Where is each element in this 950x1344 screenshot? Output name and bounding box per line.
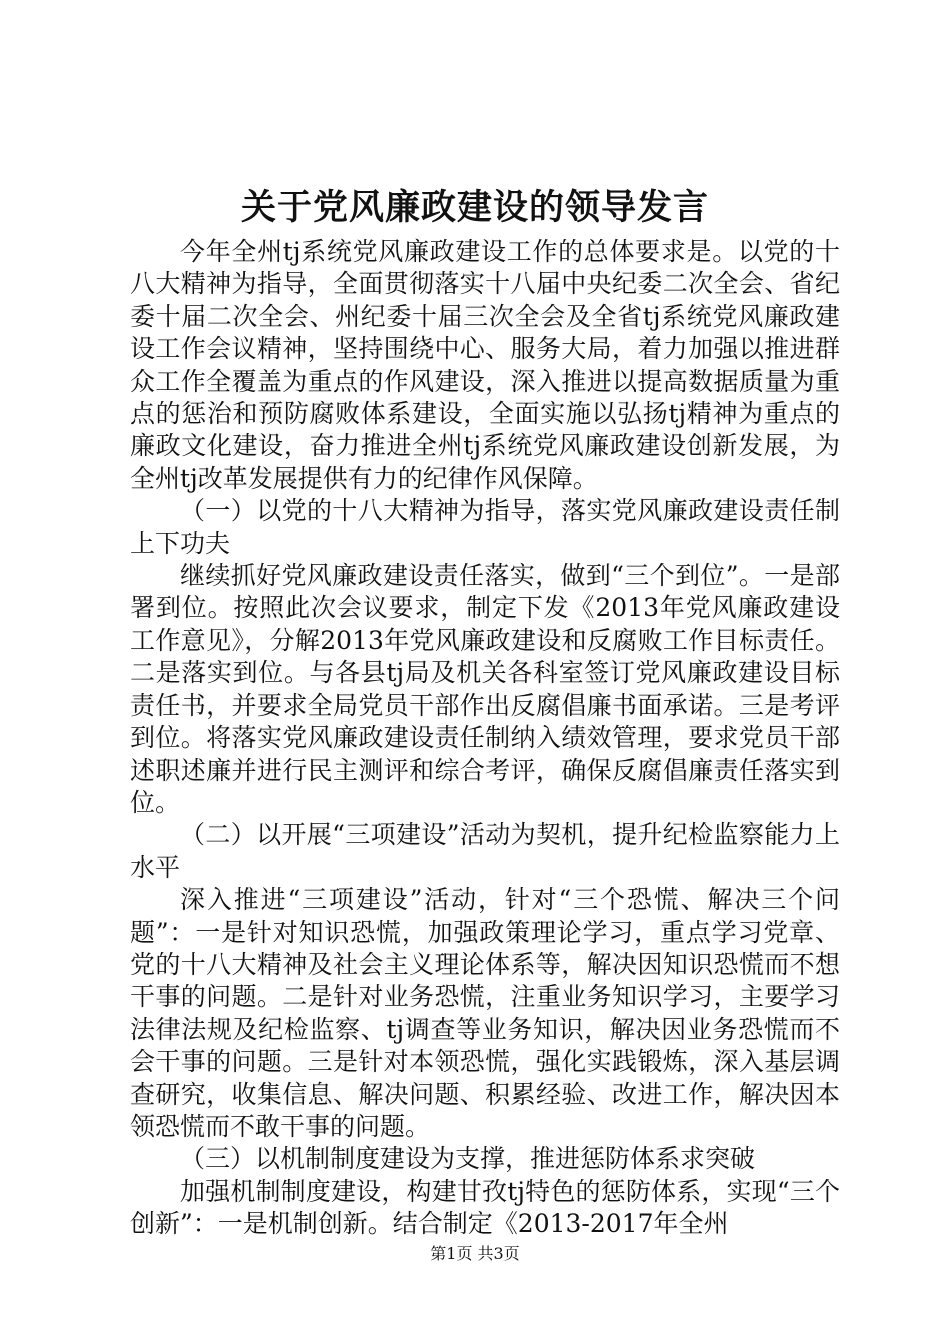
section-heading-3: （三）以机制制度建设为支撑，推进惩防体系求突破 <box>180 1144 756 1174</box>
paragraph-responsibility: 继续抓好党风廉政建设责任落实，做到“三个到位”。一是部署到位。按照此次会议要求，制定下发《2013年党风廉政建设工作意见》，分解2013年党风廉政建设和反腐败工作目标责任。二是落实到位。与各县tj局及机关各科室签订党风廉政建设目标责任书，并要求全局党员干部作出反腐倡廉书面承诺。三是考评到位。将落实党风廉政建设责任制纳入绩效管理，要求党员干部述职述廉并进行民主测评和综合考评，确保反腐倡廉责任落实到位。 <box>130 561 840 817</box>
section-heading-2: （二）以开展“三项建设”活动为契机，提升纪检监察能力上水平 <box>130 820 840 882</box>
paragraph-mechanism: 加强机制制度建设，构建甘孜tj特色的惩防体系，实现“三个创新”：一是机制创新。结合制定《2013-2017年全州 <box>130 1176 840 1239</box>
page-footer: 第1页 共3页 <box>430 1244 520 1263</box>
paragraph-three-constructions: 深入推进“三项建设”活动，针对“三个恐慌、解决三个问题”：一是针对知识恐慌，加强政策理论学习，重点学习党章、党的十八大精神及社会主义理论体系等，解决因知识恐慌而不想干事的问题。二是针对业务恐慌，注重业务知识学习，主要学习法律法规及纪检监察、tj调查等业务知识，解决因业务恐慌而不会干事的问题。三是针对本领恐慌，强化实践锻炼，深入基层调查研究，收集信息、解决问题、积累经验、改进工作，解决因本领恐慌而不敢干事的问题。 <box>130 885 840 1141</box>
section-heading-1: （一）以党的十八大精神为指导，落实党风廉政建设责任制上下功夫 <box>130 496 840 558</box>
document-body <box>130 236 840 1241</box>
document-title: 关于党风廉政建设的领导发言 <box>240 187 709 228</box>
paragraph-overview: 今年全州tj系统党风廉政建设工作的总体要求是。以党的十八大精神为指导，全面贯彻落实十八届中央纪委二次全会、省纪委十届二次全会、州纪委十届三次全会及全省tj系统党风廉政建设工作会议精神，坚持围绕中心、服务大局，着力加强以推进群众工作全覆盖为重点的作风建设，深入推进以提高数据质量为重点的惩治和预防腐败体系建设，全面实施以弘扬tj精神为重点的廉政文化建设，奋力推进全州tj系统党风廉政建设创新发展，为全州tj改革发展提供有力的纪律作风保障。 <box>130 237 840 493</box>
